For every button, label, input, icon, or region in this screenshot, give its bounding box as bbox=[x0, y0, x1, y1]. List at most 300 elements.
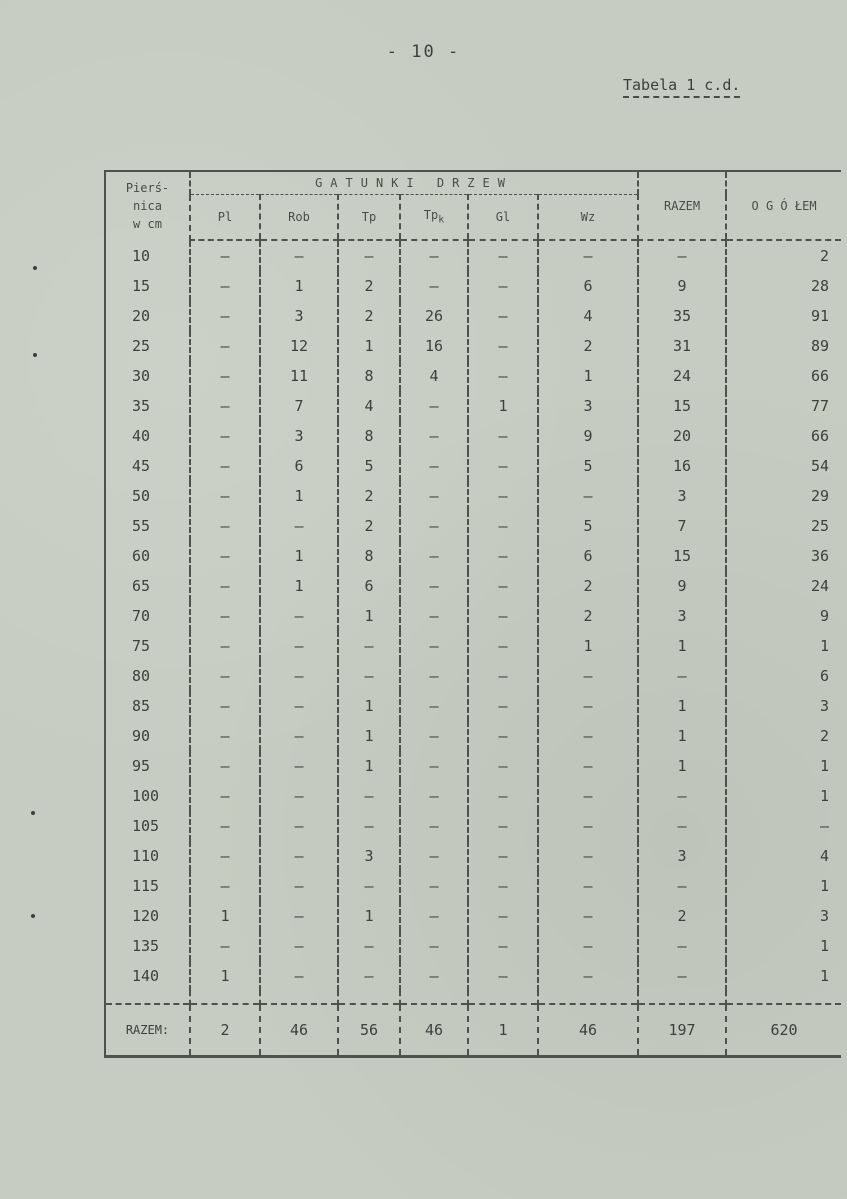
table-row bbox=[105, 751, 841, 781]
table-cell: 15 bbox=[638, 541, 726, 571]
totals-row bbox=[105, 1004, 841, 1057]
table-cell: – bbox=[638, 661, 726, 691]
table-cell: – bbox=[400, 871, 468, 901]
table-cell: – bbox=[400, 481, 468, 511]
totals-cell: 56 bbox=[338, 1004, 400, 1057]
table-cell: 1 bbox=[260, 541, 338, 571]
table-cell: – bbox=[538, 901, 638, 931]
table-cell: – bbox=[338, 240, 400, 271]
table-cell: 1 bbox=[538, 361, 638, 391]
table-cell: – bbox=[190, 691, 260, 721]
table-cell: – bbox=[190, 781, 260, 811]
table-row bbox=[105, 661, 841, 691]
table-cell: – bbox=[638, 781, 726, 811]
species-label: Tp bbox=[423, 208, 439, 223]
table-cell: – bbox=[400, 811, 468, 841]
table-cell: 9 bbox=[538, 421, 638, 451]
table-cell: 28 bbox=[726, 271, 841, 301]
table-cell: 25 bbox=[726, 511, 841, 541]
table-cell: – bbox=[190, 331, 260, 361]
species-label: Wz bbox=[580, 210, 596, 224]
table-cell: – bbox=[400, 661, 468, 691]
table-cell: – bbox=[260, 781, 338, 811]
table-cell: – bbox=[400, 931, 468, 961]
table-cell: – bbox=[468, 361, 538, 391]
table-cell: 89 bbox=[726, 331, 841, 361]
table-cell: 1 bbox=[638, 751, 726, 781]
table-cell: – bbox=[190, 601, 260, 631]
table-cell: – bbox=[638, 931, 726, 961]
species-header-2 bbox=[338, 195, 400, 241]
species-group-header: GATUNKI DRZEW bbox=[190, 171, 638, 195]
margin-mark bbox=[31, 914, 35, 918]
table-cell: 1 bbox=[338, 721, 400, 751]
species-label: Gl bbox=[495, 210, 511, 224]
table-row bbox=[105, 271, 841, 301]
table-cell: – bbox=[468, 271, 538, 301]
table-cell: – bbox=[260, 811, 338, 841]
table-cell: 1 bbox=[260, 481, 338, 511]
table-cell: 3 bbox=[726, 691, 841, 721]
table-cell: 16 bbox=[638, 451, 726, 481]
table-cell: – bbox=[260, 601, 338, 631]
diameter-cell: 10 bbox=[105, 240, 190, 271]
table-cell: 4 bbox=[338, 391, 400, 421]
table-row bbox=[105, 931, 841, 961]
diameter-cell: 75 bbox=[105, 631, 190, 661]
table-cell: 1 bbox=[726, 961, 841, 991]
spacer-row bbox=[105, 991, 841, 1004]
table-cell: – bbox=[260, 841, 338, 871]
table-cell: 26 bbox=[400, 301, 468, 331]
table-cell: 9 bbox=[638, 571, 726, 601]
table-cell: – bbox=[338, 931, 400, 961]
table-row bbox=[105, 811, 841, 841]
table-cell: 2 bbox=[638, 901, 726, 931]
razem-header: RAZEM bbox=[638, 171, 726, 240]
table-cell: 2 bbox=[726, 721, 841, 751]
table-cell: – bbox=[260, 751, 338, 781]
table-cell: 1 bbox=[338, 901, 400, 931]
margin-mark bbox=[33, 353, 37, 357]
table-cell: 66 bbox=[726, 361, 841, 391]
table-cell: – bbox=[538, 751, 638, 781]
table-cell: – bbox=[400, 721, 468, 751]
table-cell: – bbox=[538, 961, 638, 991]
table-cell: – bbox=[468, 811, 538, 841]
table-cell: – bbox=[538, 841, 638, 871]
table-cell: 36 bbox=[726, 541, 841, 571]
table-cell: – bbox=[190, 391, 260, 421]
table-cell: 3 bbox=[726, 901, 841, 931]
table-cell: 2 bbox=[338, 301, 400, 331]
table-cell: 4 bbox=[538, 301, 638, 331]
table-cell: – bbox=[400, 421, 468, 451]
table-row bbox=[105, 721, 841, 751]
table-cell: 6 bbox=[538, 271, 638, 301]
totals-cell: 46 bbox=[260, 1004, 338, 1057]
table-cell: 16 bbox=[400, 331, 468, 361]
table-row bbox=[105, 691, 841, 721]
spacer-cell bbox=[538, 991, 638, 1004]
species-header-5 bbox=[538, 195, 638, 241]
table-row bbox=[105, 301, 841, 331]
diameter-cell: 115 bbox=[105, 871, 190, 901]
table-cell: 4 bbox=[400, 361, 468, 391]
spacer-cell bbox=[468, 991, 538, 1004]
table-cell: – bbox=[400, 841, 468, 871]
table-cell: 3 bbox=[338, 841, 400, 871]
table-row bbox=[105, 361, 841, 391]
table-cell: – bbox=[260, 661, 338, 691]
table-cell: 35 bbox=[638, 301, 726, 331]
diameter-cell: 135 bbox=[105, 931, 190, 961]
table-cell: 6 bbox=[260, 451, 338, 481]
table-cell: – bbox=[400, 391, 468, 421]
table-cell: – bbox=[338, 811, 400, 841]
table-cell: – bbox=[190, 511, 260, 541]
diameter-cell: 140 bbox=[105, 961, 190, 991]
table-cell: – bbox=[638, 811, 726, 841]
table-cell: – bbox=[468, 841, 538, 871]
table-body bbox=[105, 240, 841, 1057]
diameter-cell: 55 bbox=[105, 511, 190, 541]
table-cell: – bbox=[400, 901, 468, 931]
table-cell: 20 bbox=[638, 421, 726, 451]
table-cell: – bbox=[338, 661, 400, 691]
table-cell: 7 bbox=[260, 391, 338, 421]
species-header-3 bbox=[400, 195, 468, 241]
diameter-cell: 70 bbox=[105, 601, 190, 631]
table-cell: 29 bbox=[726, 481, 841, 511]
table-row bbox=[105, 871, 841, 901]
table-cell: – bbox=[190, 571, 260, 601]
table-cell: 2 bbox=[538, 601, 638, 631]
table-cell: – bbox=[338, 961, 400, 991]
diameter-cell: 80 bbox=[105, 661, 190, 691]
table-cell: – bbox=[190, 451, 260, 481]
table-cell: – bbox=[260, 721, 338, 751]
table-cell: – bbox=[190, 541, 260, 571]
totals-label: RAZEM: bbox=[105, 1004, 190, 1057]
table-row bbox=[105, 391, 841, 421]
table-cell: – bbox=[400, 541, 468, 571]
diameter-cell: 15 bbox=[105, 271, 190, 301]
table-cell: – bbox=[638, 961, 726, 991]
table-caption: Tabela 1 c.d. bbox=[623, 76, 740, 98]
spacer-cell bbox=[726, 991, 841, 1004]
table-cell: 6 bbox=[726, 661, 841, 691]
totals-cell: 1 bbox=[468, 1004, 538, 1057]
table-cell: – bbox=[400, 751, 468, 781]
table-cell: 5 bbox=[538, 451, 638, 481]
species-label: Tp bbox=[361, 210, 377, 224]
table-cell: 1 bbox=[638, 691, 726, 721]
table-cell: – bbox=[400, 271, 468, 301]
table-cell: 8 bbox=[338, 421, 400, 451]
table-cell: 9 bbox=[638, 271, 726, 301]
table-cell: – bbox=[468, 751, 538, 781]
spacer-cell bbox=[400, 991, 468, 1004]
totals-cell: 46 bbox=[400, 1004, 468, 1057]
diameter-cell: 30 bbox=[105, 361, 190, 391]
table-cell: 8 bbox=[338, 541, 400, 571]
table-cell: – bbox=[468, 240, 538, 271]
table-cell: 2 bbox=[538, 571, 638, 601]
table-cell: 54 bbox=[726, 451, 841, 481]
table-cell: – bbox=[726, 811, 841, 841]
table-cell: – bbox=[468, 721, 538, 751]
table-cell: – bbox=[468, 961, 538, 991]
table-row bbox=[105, 631, 841, 661]
table-cell: 11 bbox=[260, 361, 338, 391]
table-row bbox=[105, 421, 841, 451]
diameter-cell: 105 bbox=[105, 811, 190, 841]
table-cell: – bbox=[538, 661, 638, 691]
species-label: Rob bbox=[288, 210, 310, 224]
species-label: Pl bbox=[217, 210, 233, 224]
diameter-species-table bbox=[104, 170, 841, 1058]
table-row bbox=[105, 961, 841, 991]
table-cell: 1 bbox=[338, 331, 400, 361]
table-cell: – bbox=[468, 871, 538, 901]
diameter-cell: 20 bbox=[105, 301, 190, 331]
table-cell: – bbox=[538, 871, 638, 901]
species-header-4 bbox=[468, 195, 538, 241]
species-label-subscript: k bbox=[438, 214, 445, 226]
table-cell: 2 bbox=[338, 481, 400, 511]
data-table-container bbox=[104, 170, 840, 1058]
table-cell: – bbox=[260, 631, 338, 661]
diameter-header-line-2: nica bbox=[133, 199, 162, 213]
totals-cell: 2 bbox=[190, 1004, 260, 1057]
table-cell: 31 bbox=[638, 331, 726, 361]
diameter-cell: 65 bbox=[105, 571, 190, 601]
table-cell: 1 bbox=[190, 901, 260, 931]
margin-mark bbox=[31, 811, 35, 815]
spacer-cell bbox=[190, 991, 260, 1004]
table-cell: – bbox=[468, 781, 538, 811]
table-cell: – bbox=[190, 871, 260, 901]
table-cell: – bbox=[190, 361, 260, 391]
table-row bbox=[105, 331, 841, 361]
table-cell: 77 bbox=[726, 391, 841, 421]
table-cell: – bbox=[468, 481, 538, 511]
table-row bbox=[105, 841, 841, 871]
table-cell: 1 bbox=[260, 571, 338, 601]
table-cell: 2 bbox=[538, 331, 638, 361]
table-cell: – bbox=[260, 901, 338, 931]
table-cell: – bbox=[400, 961, 468, 991]
table-row bbox=[105, 541, 841, 571]
page-number: - 10 - bbox=[386, 42, 461, 62]
table-cell: – bbox=[538, 240, 638, 271]
table-cell: – bbox=[468, 421, 538, 451]
diameter-cell: 110 bbox=[105, 841, 190, 871]
spacer-cell bbox=[338, 991, 400, 1004]
table-cell: – bbox=[260, 240, 338, 271]
table-cell: – bbox=[190, 301, 260, 331]
table-cell: – bbox=[538, 781, 638, 811]
table-cell: 1 bbox=[726, 781, 841, 811]
table-cell: 24 bbox=[726, 571, 841, 601]
table-row bbox=[105, 451, 841, 481]
table-cell: – bbox=[400, 781, 468, 811]
table-cell: 1 bbox=[726, 871, 841, 901]
diameter-cell: 50 bbox=[105, 481, 190, 511]
diameter-cell: 85 bbox=[105, 691, 190, 721]
diameter-cell: 35 bbox=[105, 391, 190, 421]
table-cell: 5 bbox=[338, 451, 400, 481]
table-cell: 3 bbox=[638, 601, 726, 631]
table-cell: 2 bbox=[338, 271, 400, 301]
table-cell: – bbox=[400, 631, 468, 661]
table-cell: 2 bbox=[726, 240, 841, 271]
diameter-header bbox=[105, 171, 190, 240]
table-cell: 6 bbox=[338, 571, 400, 601]
table-cell: – bbox=[538, 481, 638, 511]
diameter-cell: 40 bbox=[105, 421, 190, 451]
table-cell: – bbox=[468, 601, 538, 631]
table-cell: 3 bbox=[260, 421, 338, 451]
table-cell: – bbox=[190, 811, 260, 841]
table-cell: 1 bbox=[726, 931, 841, 961]
table-cell: 1 bbox=[638, 721, 726, 751]
table-cell: – bbox=[468, 661, 538, 691]
table-cell: – bbox=[400, 691, 468, 721]
table-cell: – bbox=[400, 601, 468, 631]
table-cell: 7 bbox=[638, 511, 726, 541]
table-cell: – bbox=[190, 421, 260, 451]
table-cell: – bbox=[468, 631, 538, 661]
table-cell: – bbox=[468, 541, 538, 571]
table-cell: 1 bbox=[338, 601, 400, 631]
table-cell: – bbox=[190, 661, 260, 691]
table-cell: – bbox=[538, 721, 638, 751]
table-cell: – bbox=[190, 631, 260, 661]
table-cell: 1 bbox=[338, 751, 400, 781]
table-cell: 5 bbox=[538, 511, 638, 541]
table-cell: 1 bbox=[726, 631, 841, 661]
table-cell: 4 bbox=[726, 841, 841, 871]
table-row bbox=[105, 481, 841, 511]
table-cell: 3 bbox=[260, 301, 338, 331]
table-row bbox=[105, 781, 841, 811]
diameter-header-line-1: Pierś- bbox=[125, 181, 170, 195]
table-cell: 1 bbox=[468, 391, 538, 421]
table-cell: – bbox=[190, 841, 260, 871]
table-cell: 1 bbox=[260, 271, 338, 301]
table-cell: – bbox=[538, 931, 638, 961]
diameter-cell: 90 bbox=[105, 721, 190, 751]
table-row bbox=[105, 511, 841, 541]
table-cell: – bbox=[260, 961, 338, 991]
diameter-cell: 60 bbox=[105, 541, 190, 571]
table-cell: 2 bbox=[338, 511, 400, 541]
table-row bbox=[105, 571, 841, 601]
table-cell: – bbox=[190, 931, 260, 961]
totals-cell: 46 bbox=[538, 1004, 638, 1057]
diameter-header-line-3: w cm bbox=[133, 217, 162, 231]
table-cell: – bbox=[468, 451, 538, 481]
table-cell: 3 bbox=[638, 481, 726, 511]
table-cell: – bbox=[260, 931, 338, 961]
table-row bbox=[105, 240, 841, 271]
table-cell: – bbox=[538, 691, 638, 721]
table-cell: – bbox=[190, 721, 260, 751]
table-cell: – bbox=[260, 511, 338, 541]
diameter-cell: 100 bbox=[105, 781, 190, 811]
table-cell: 1 bbox=[538, 631, 638, 661]
totals-cell: 620 bbox=[726, 1004, 841, 1057]
header-row-group bbox=[105, 171, 841, 195]
table-cell: – bbox=[638, 871, 726, 901]
table-cell: – bbox=[538, 811, 638, 841]
table-cell: 3 bbox=[638, 841, 726, 871]
table-cell: 9 bbox=[726, 601, 841, 631]
table-cell: – bbox=[468, 511, 538, 541]
table-cell: 1 bbox=[638, 631, 726, 661]
diameter-cell: 45 bbox=[105, 451, 190, 481]
table-cell: 15 bbox=[638, 391, 726, 421]
table-cell: 91 bbox=[726, 301, 841, 331]
table-cell: – bbox=[468, 331, 538, 361]
table-cell: – bbox=[190, 271, 260, 301]
table-cell: 1 bbox=[726, 751, 841, 781]
table-cell: – bbox=[638, 240, 726, 271]
table-cell: 1 bbox=[338, 691, 400, 721]
diameter-cell: 120 bbox=[105, 901, 190, 931]
spacer-cell bbox=[105, 991, 190, 1004]
diameter-cell: 95 bbox=[105, 751, 190, 781]
table-cell: – bbox=[190, 751, 260, 781]
totals-cell: 197 bbox=[638, 1004, 726, 1057]
table-cell: 66 bbox=[726, 421, 841, 451]
table-cell: 6 bbox=[538, 541, 638, 571]
table-cell: – bbox=[260, 691, 338, 721]
table-cell: – bbox=[190, 481, 260, 511]
table-cell: – bbox=[468, 901, 538, 931]
table-cell: – bbox=[468, 691, 538, 721]
diameter-cell: 25 bbox=[105, 331, 190, 361]
table-cell: – bbox=[400, 511, 468, 541]
table-cell: – bbox=[400, 451, 468, 481]
ogolem-header: O G Ó ŁEM bbox=[726, 171, 841, 240]
table-cell: – bbox=[338, 871, 400, 901]
table-cell: – bbox=[400, 240, 468, 271]
table-cell: 1 bbox=[190, 961, 260, 991]
spacer-cell bbox=[638, 991, 726, 1004]
spacer-cell bbox=[260, 991, 338, 1004]
table-cell: – bbox=[190, 240, 260, 271]
table-row bbox=[105, 901, 841, 931]
table-cell: 12 bbox=[260, 331, 338, 361]
margin-mark bbox=[33, 266, 37, 270]
table-cell: – bbox=[468, 931, 538, 961]
species-header-1 bbox=[260, 195, 338, 241]
table-cell: – bbox=[338, 781, 400, 811]
table-cell: – bbox=[400, 571, 468, 601]
table-cell: 3 bbox=[538, 391, 638, 421]
species-header-0 bbox=[190, 195, 260, 241]
table-cell: – bbox=[468, 571, 538, 601]
table-cell: 8 bbox=[338, 361, 400, 391]
table-cell: – bbox=[338, 631, 400, 661]
table-cell: 24 bbox=[638, 361, 726, 391]
table-row bbox=[105, 601, 841, 631]
table-cell: – bbox=[468, 301, 538, 331]
table-cell: – bbox=[260, 871, 338, 901]
